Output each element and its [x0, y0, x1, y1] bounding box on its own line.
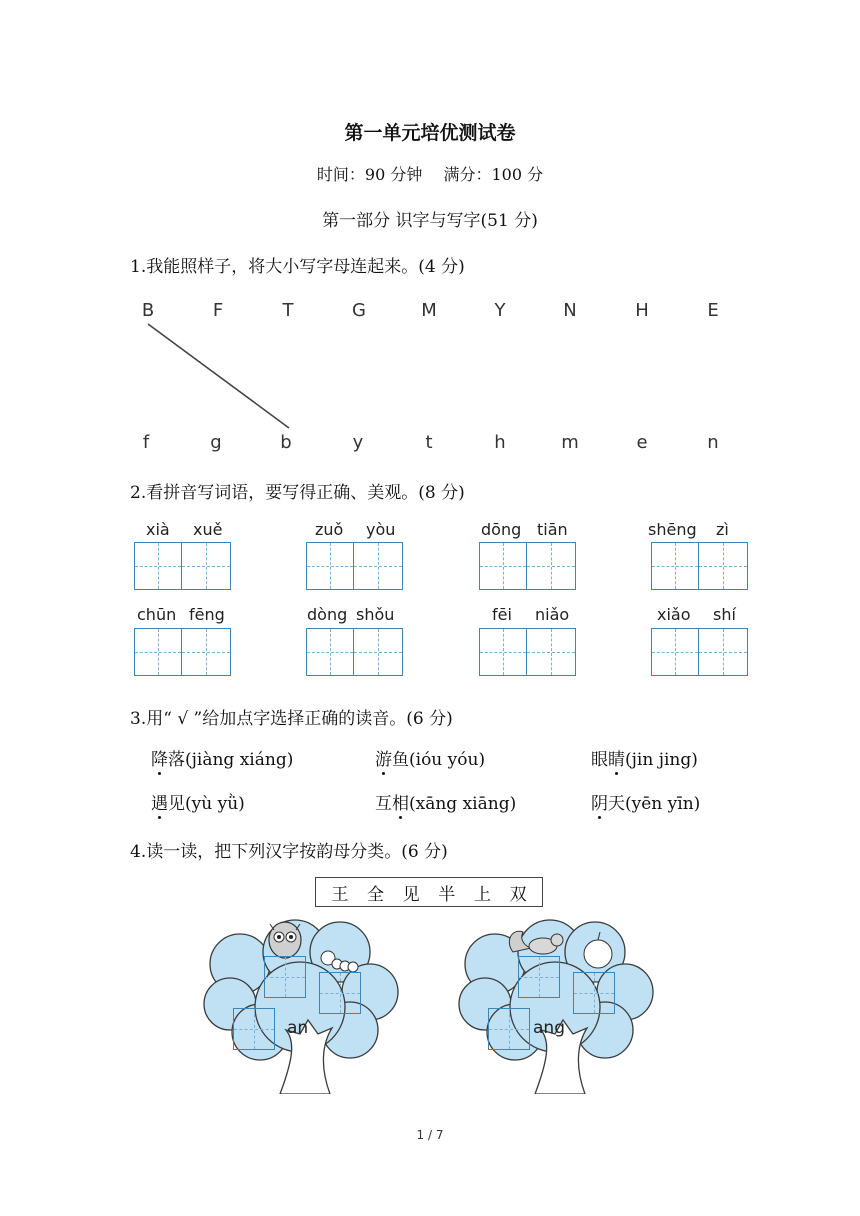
pinyin-syllable: zuǒ	[315, 520, 344, 539]
bank-char: 双	[509, 884, 527, 905]
lower-letter: m	[561, 432, 579, 453]
pinyin-syllable: shí	[713, 605, 736, 624]
part-heading: 第一部分 识字与写字(51 分)	[322, 211, 538, 231]
bank-char: 上	[473, 884, 491, 905]
writing-grid[interactable]	[134, 542, 231, 590]
upper-letter: E	[707, 300, 719, 321]
bank-char: 王	[331, 884, 349, 905]
pinyin-syllable: xià	[146, 520, 170, 539]
lower-letter: y	[352, 432, 364, 453]
pinyin-options: (ióu yóu)	[409, 750, 486, 770]
tree-ang-illustration	[455, 912, 665, 1094]
pinyin-syllable: niǎo	[535, 605, 570, 624]
writing-grid[interactable]	[479, 542, 576, 590]
writing-grid[interactable]	[479, 628, 576, 676]
pinyin-syllable: fēi	[492, 605, 512, 624]
lower-letter: b	[280, 432, 292, 453]
pinyin-syllable: xiǎo	[657, 605, 691, 624]
writing-grid[interactable]	[651, 628, 748, 676]
tree-label-an: an	[287, 1018, 309, 1038]
writing-grid[interactable]	[306, 542, 403, 590]
upper-letter: N	[563, 300, 577, 321]
page-number: 1 / 7	[416, 1128, 444, 1142]
full-score: 满分：100 分	[443, 165, 544, 184]
lower-letter: h	[494, 432, 506, 453]
pinyin-syllable: xuě	[193, 520, 223, 539]
dotted-char: 阴	[591, 794, 608, 814]
dotted-char: 睛	[608, 750, 625, 770]
writing-grid[interactable]	[306, 628, 403, 676]
question-1-prompt: 1.我能照样子，将大小写字母连起来。(4 分)	[130, 257, 465, 277]
pinyin-syllable: tiān	[537, 520, 568, 539]
page-title: 第一单元培优测试卷	[344, 122, 516, 144]
answer-grid[interactable]	[573, 972, 615, 1014]
lower-letter: f	[142, 432, 150, 453]
lower-letter: n	[707, 432, 719, 453]
pinyin-options: (yēn yīn)	[625, 794, 701, 814]
pinyin-syllable: dòng	[307, 605, 348, 624]
reading-item[interactable]: 阴天(yēn yīn)	[591, 794, 701, 814]
pinyin-options: (xāng xiāng)	[409, 794, 517, 814]
letter-matching	[0, 300, 860, 460]
dotted-char: 游	[375, 750, 392, 770]
question-4-prompt: 4.读一读，把下列汉字按韵母分类。(6 分)	[130, 842, 448, 862]
upper-letter: G	[352, 300, 366, 321]
answer-grid[interactable]	[488, 1008, 530, 1050]
pinyin-options: (jin jing)	[625, 750, 698, 770]
character-bank	[315, 877, 543, 907]
pinyin-syllable: shǒu	[356, 605, 395, 624]
question-2-prompt: 2.看拼音写词语，要写得正确、美观。(8 分)	[130, 483, 465, 503]
tree-an-illustration	[200, 912, 410, 1094]
pinyin-syllable: yòu	[366, 520, 396, 539]
pinyin-syllable: zì	[716, 520, 729, 539]
reading-item[interactable]: 降落(jiàng xiáng)	[151, 750, 294, 770]
upper-letter: Y	[494, 300, 506, 321]
reading-item[interactable]: 眼睛(jin jing)	[591, 750, 698, 770]
writing-grid[interactable]	[651, 542, 748, 590]
answer-grid[interactable]	[233, 1008, 275, 1050]
reading-item[interactable]: 游鱼(ióu yóu)	[375, 750, 486, 770]
question-3-prompt: 3.用“ √ ”给加点字选择正确的读音。(6 分)	[130, 709, 453, 729]
upper-letter: F	[212, 300, 224, 321]
lower-letter: e	[636, 432, 648, 453]
tree-label-ang: ang	[533, 1018, 565, 1038]
upper-letter: B	[141, 300, 155, 321]
answer-grid[interactable]	[518, 956, 560, 998]
owl-icon	[269, 922, 301, 958]
pinyin-syllable: chūn	[137, 605, 177, 624]
dotted-char: 降	[151, 750, 168, 770]
writing-grid[interactable]	[134, 628, 231, 676]
upper-letter: T	[282, 300, 294, 321]
bank-char: 半	[438, 884, 456, 905]
pinyin-syllable: dōng	[481, 520, 522, 539]
pinyin-syllable: fēng	[189, 605, 225, 624]
time-limit: 时间：90 分钟	[316, 165, 423, 184]
dotted-char: 遇	[151, 794, 168, 814]
reading-item[interactable]: 遇见(yù yǜ)	[151, 794, 245, 814]
bank-char: 全	[366, 884, 384, 905]
upper-letter: M	[421, 300, 437, 321]
answer-grid[interactable]	[264, 956, 306, 998]
reading-item[interactable]: 互相(xāng xiāng)	[375, 794, 517, 814]
pinyin-syllable: shēng	[648, 520, 697, 539]
example-match-line	[0, 300, 860, 460]
bank-char: 见	[402, 884, 420, 905]
exam-meta	[0, 162, 860, 185]
upper-letter: H	[635, 300, 649, 321]
pinyin-options: (jiàng xiáng)	[185, 750, 294, 770]
answer-grid[interactable]	[319, 972, 361, 1014]
dotted-char: 相	[392, 794, 409, 814]
lower-letter: t	[425, 432, 433, 453]
pinyin-options: (yù yǜ)	[185, 794, 245, 814]
lower-letter: g	[210, 432, 222, 453]
